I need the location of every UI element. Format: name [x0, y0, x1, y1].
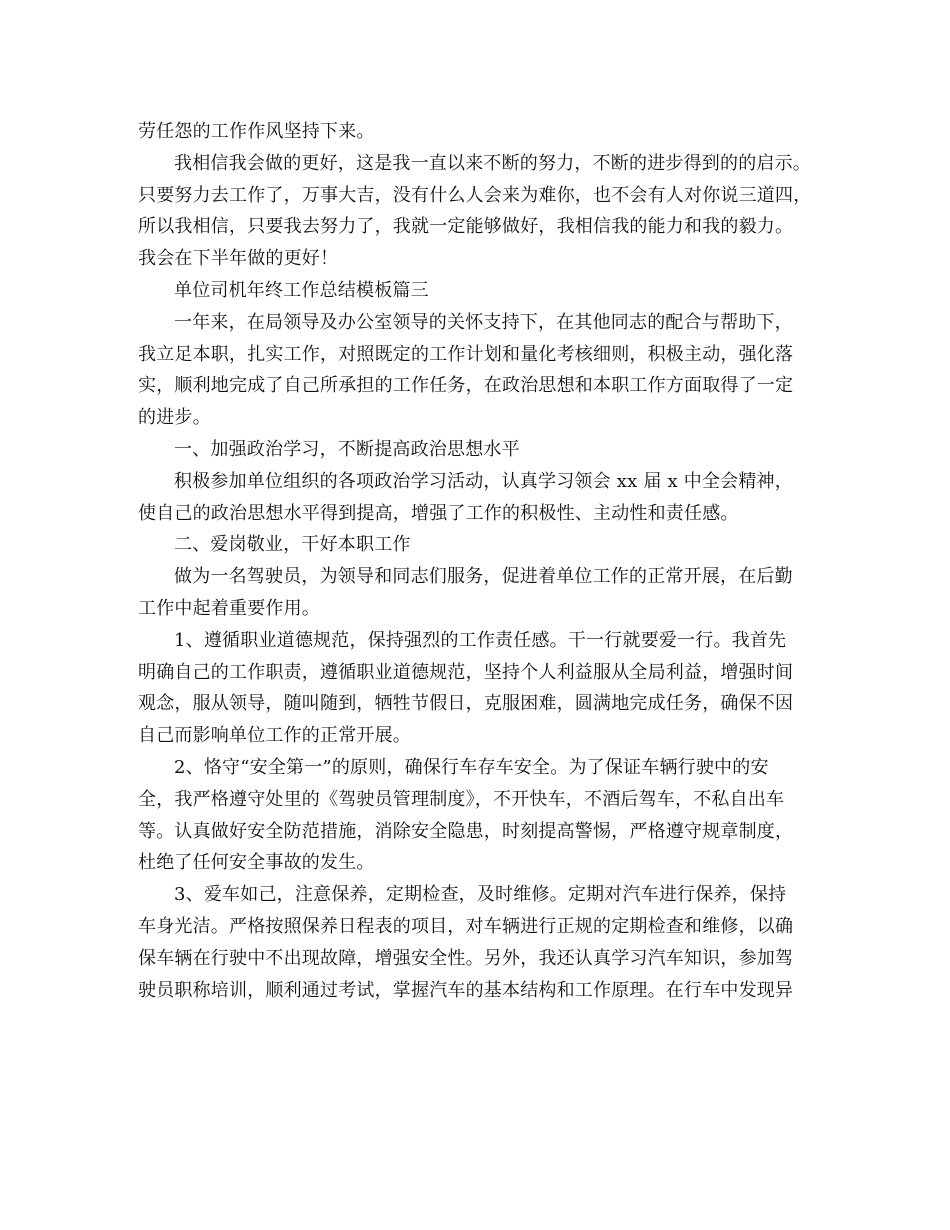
text-line: 工作中起着重要作用。 — [138, 597, 320, 619]
text-line: 一年来，在局领导及办公室领导的关怀支持下，在其他同志的配合与帮助下， — [174, 311, 793, 333]
section-heading: 二、爱岗敬业，干好本职工作 — [174, 534, 411, 556]
document-body — [138, 116, 818, 1006]
text-line: 只要努力去工作了，万事大吉，没有什么人会来为难你，也不会有人对你说三道四， — [138, 184, 812, 206]
text-line: 车身光洁。严格按照保养日程表的项目，对车辆进行正规的定期检查和维修，以确 — [138, 915, 794, 937]
text-line: 的进步。 — [138, 407, 211, 429]
text-line: 观念，服从领导，随叫随到，牺牲节假日，克服困难，圆满地完成任务，确保不因 — [138, 693, 794, 715]
text-line: 实，顺利地完成了自己所承担的工作任务，在政治思想和本职工作方面取得了一定 — [138, 375, 794, 397]
text-line: 2、恪守“安全第一”的原则，确保行车存车安全。为了保证车辆行驶中的安 — [174, 756, 769, 778]
section-heading: 单位司机年终工作总结模板篇三 — [174, 279, 429, 301]
text-line: 保车辆在行驶中不出现故障，增强安全性。另外，我还认真学习汽车知识，参加驾 — [138, 947, 794, 969]
text-line: 自己而影响单位工作的正常开展。 — [138, 725, 411, 747]
text-line: 我相信我会做的更好，这是我一直以来不断的努力，不断的进步得到的的启示。 — [174, 152, 811, 174]
text-line: 我立足本职，扎实工作，对照既定的工作计划和量化考核细则，积极主动，强化落 — [138, 343, 794, 365]
text-line: 使自己的政治思想水平得到提高，增强了工作的积极性、主动性和责任感。 — [138, 502, 739, 524]
text-line: 明确自己的工作职责，遵循职业道德规范，坚持个人利益服从全局利益，增强时间 — [138, 661, 794, 683]
text-line: 劳任怨的工作作风坚持下来。 — [138, 121, 375, 142]
text-line: 1、遵循职业道德规范，保持强烈的工作责任感。干一行就要爱一行。我首先 — [174, 629, 787, 651]
text-line: 等。认真做好安全防范措施，消除安全隐患，时刻提高警惕，严格遵守规章制度， — [138, 820, 794, 842]
text-line: 驶员职称培训，顺利通过考试，掌握汽车的基本结构和工作原理。在行车中发现异 — [138, 979, 794, 1001]
text-line: 全，我严格遵守处里的《驾驶员管理制度》，不开快车，不酒后驾车，不私自出车 — [138, 788, 785, 810]
section-heading: 一、加强政治学习，不断提高政治思想水平 — [174, 438, 520, 460]
text-line: 我会在下半年做的更好！ — [138, 248, 339, 270]
text-line: 所以我相信，只要我去努力了，我就一定能够做好，我相信我的能力和我的毅力。 — [138, 216, 794, 238]
text-line: 做为一名驾驶员，为领导和同志们服务，促进着单位工作的正常开展，在后勤 — [174, 566, 793, 588]
text-line: 积极参加单位组织的各项政治学习活动，认真学习领会 xx 届 x 中全会精神， — [174, 470, 793, 492]
text-line: 3、爱车如己，注意保养，定期检查，及时维修。定期对汽车进行保养，保持 — [174, 884, 787, 906]
text-line: 杜绝了任何安全事故的发生。 — [138, 852, 375, 874]
